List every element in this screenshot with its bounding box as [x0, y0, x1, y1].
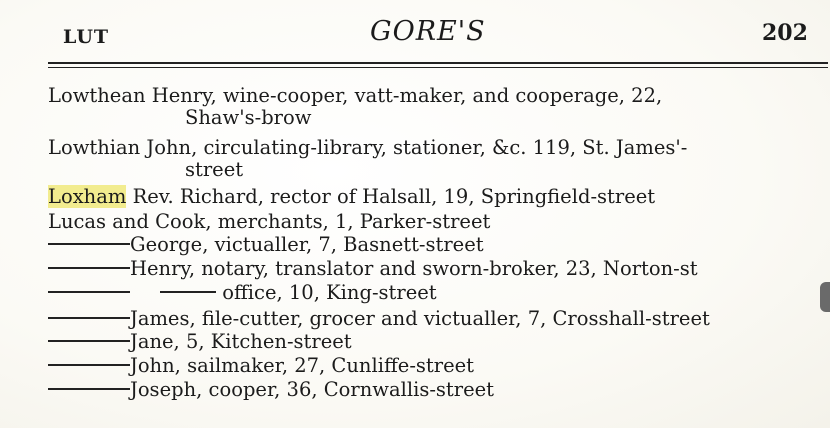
directory-entry-line [48, 210, 490, 234]
header-title: GORE'S [370, 16, 486, 47]
entry-text: street [185, 158, 244, 181]
entry-text: Henry, notary, translator and sworn-broker, 23, Norton-st [130, 257, 698, 280]
directory-entry-line [48, 354, 474, 378]
entry-text: office, 10, King-street [222, 281, 437, 304]
entry-text: Shaw's-brow [185, 106, 312, 129]
header-rule-thin [48, 67, 828, 68]
directory-entry-line [48, 378, 494, 402]
directory-entry-line [48, 136, 687, 160]
ditto-dash [48, 243, 130, 245]
page-edge-mark [820, 282, 830, 312]
entry-text: Lucas and Cook, merchants, 1, Parker-street [48, 210, 491, 233]
ditto-dash [48, 291, 130, 293]
header-page-number: 202 [762, 20, 808, 46]
directory-entry-line [48, 307, 710, 331]
entry-text: Jane, 5, Kitchen-street [130, 330, 352, 353]
directory-entry-line [185, 106, 311, 130]
directory-entry-line [48, 233, 484, 257]
ditto-dash [48, 364, 130, 366]
entry-text: Joseph, cooper, 36, Cornwallis-street [130, 378, 494, 401]
ditto-dash [160, 291, 216, 293]
entry-text: Lowthean Henry, wine-cooper, vatt-maker, and cooperage, 22, [48, 84, 663, 107]
highlighted-surname: Loxham [48, 185, 127, 208]
entry-text: John, sailmaker, 27, Cunliffe-street [130, 354, 475, 377]
ditto-dash [48, 388, 130, 390]
header-index-letters: LUT [63, 26, 110, 48]
entry-text: Rev. Richard, rector of Halsall, 19, Springfield-street [126, 185, 656, 208]
header-rule-thick [48, 62, 828, 64]
ditto-dash [48, 267, 130, 269]
page-header [0, 12, 830, 52]
directory-entry-line [185, 158, 243, 182]
directory-entry-line [48, 330, 352, 354]
directory-entry-line [48, 281, 437, 305]
entry-text: Lowthian John, circulating-library, stationer, &c. 119, St. James'- [48, 136, 688, 159]
ditto-dash [48, 340, 130, 342]
directory-entry-line [48, 84, 662, 108]
entry-text: James, file-cutter, grocer and victualler, 7, Crosshall-street [130, 307, 710, 330]
ditto-dash [48, 317, 130, 319]
directory-entry-line [48, 257, 698, 281]
directory-entry-line [48, 185, 655, 209]
entry-text: George, victualler, 7, Basnett-street [130, 233, 484, 256]
